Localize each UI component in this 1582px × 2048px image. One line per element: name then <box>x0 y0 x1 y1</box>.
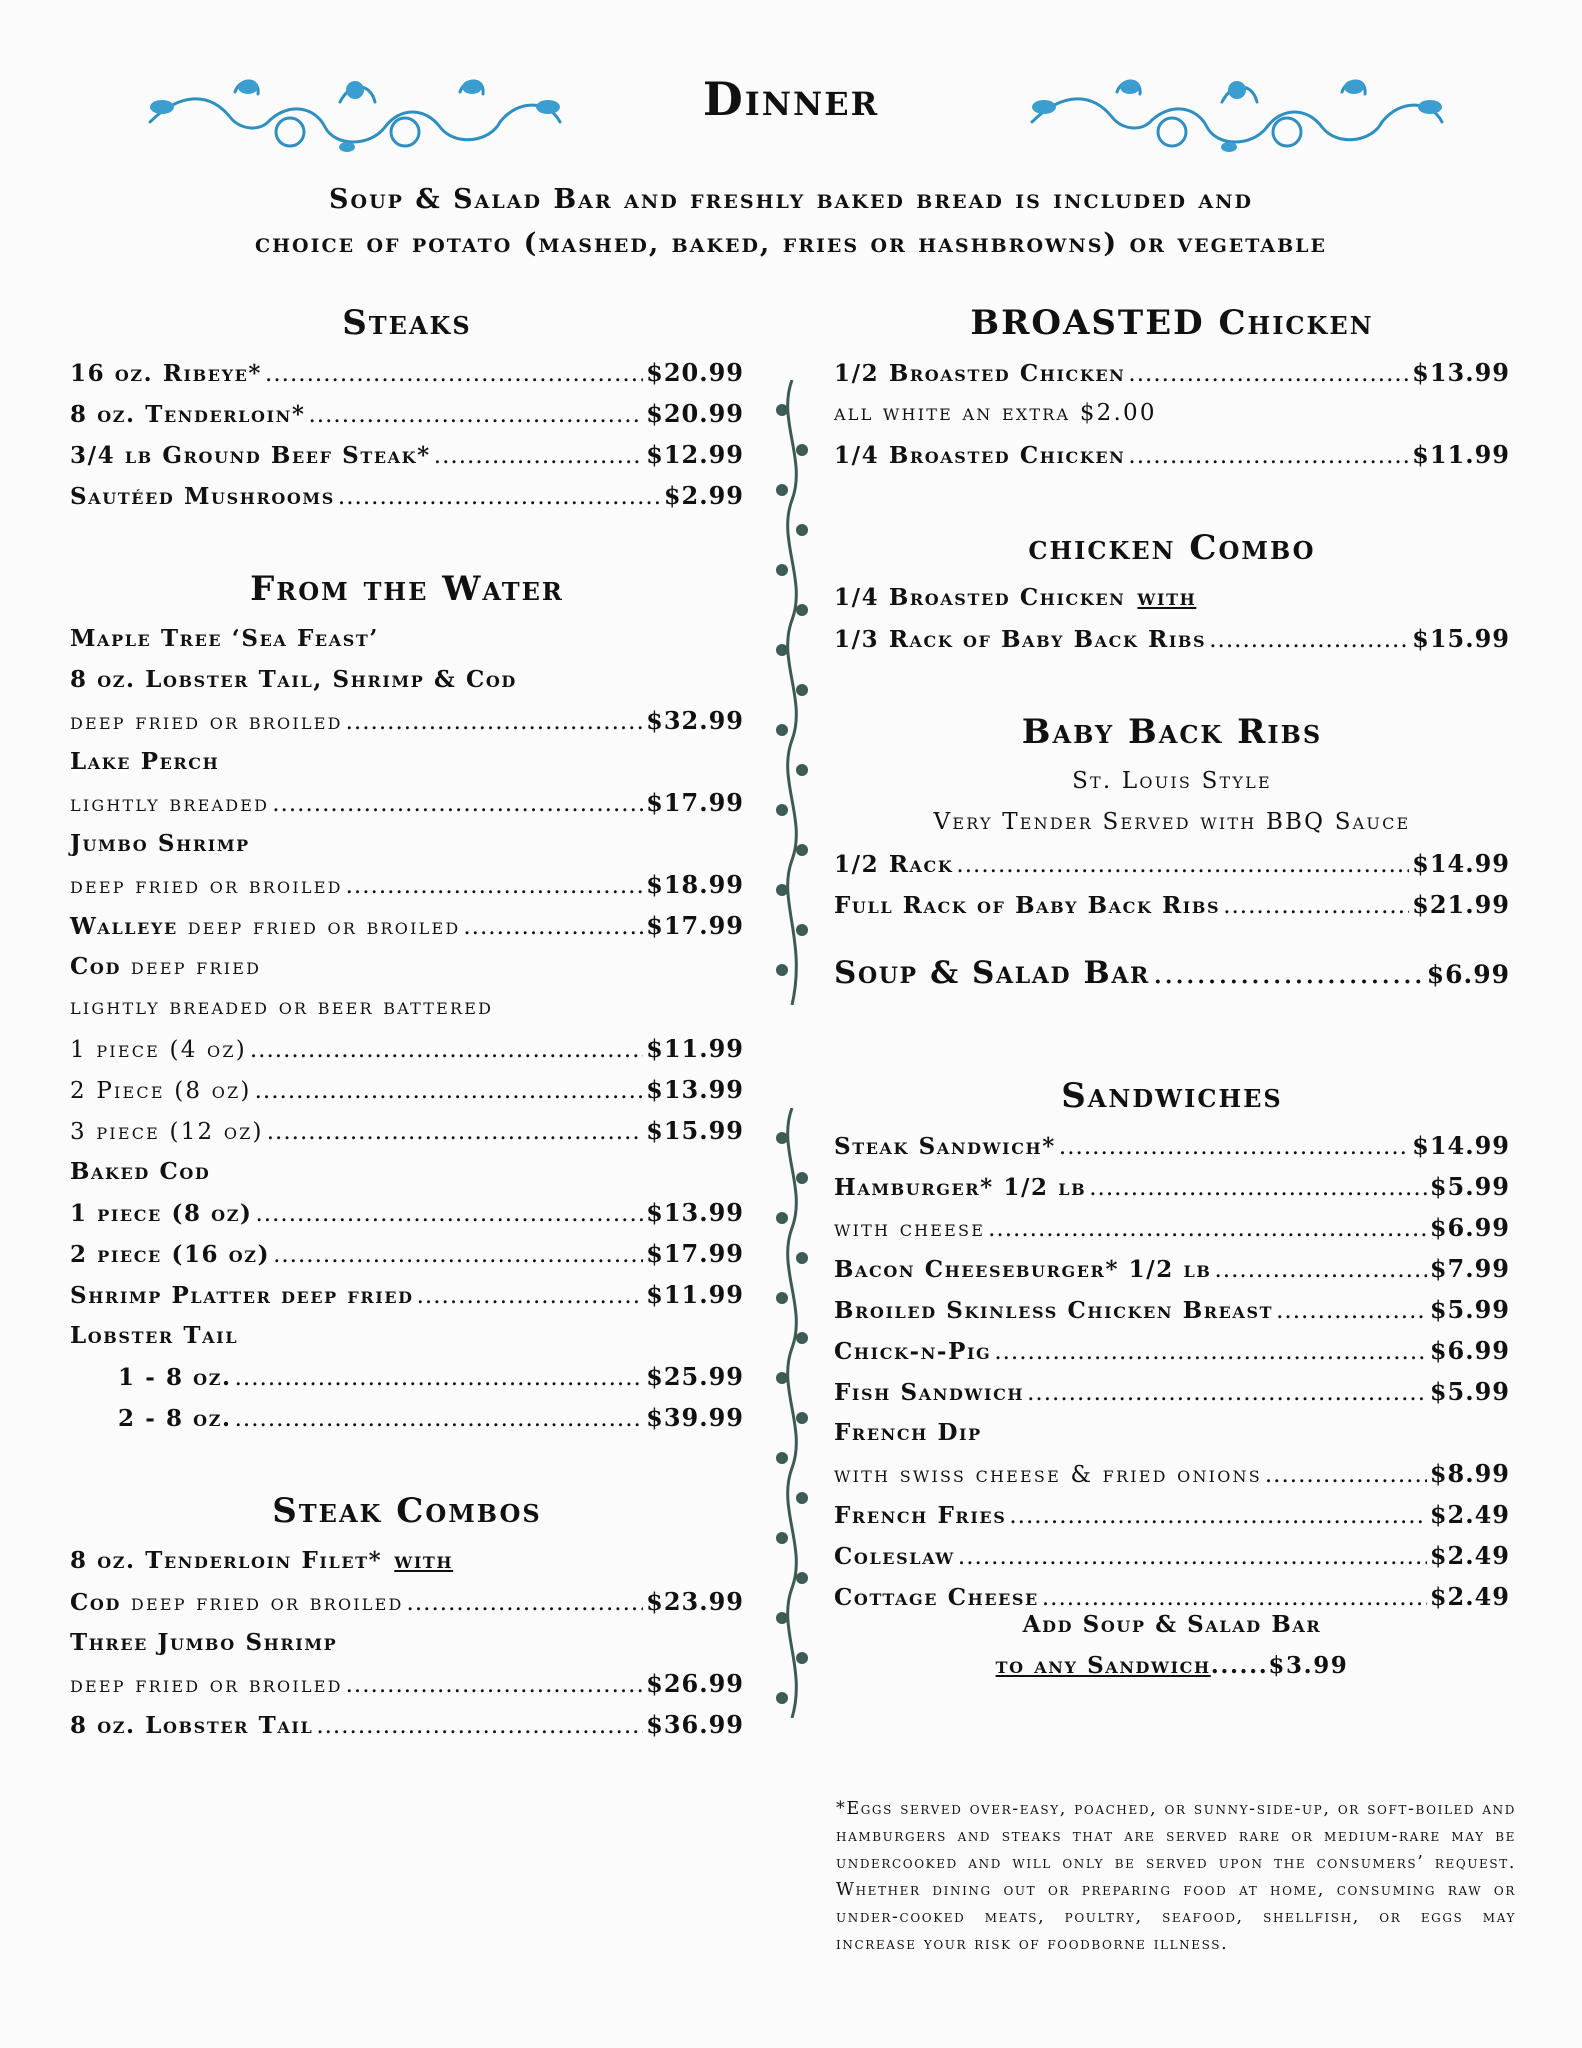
section-heading-ribs: Baby Back Ribs <box>1021 712 1323 752</box>
menu-item-name: French Fries <box>834 1502 1007 1529</box>
section-heading-water: From the Water <box>250 569 564 609</box>
left-column <box>70 292 744 1745</box>
menu-item: 1/3 Rack of Baby Back Ribs ..... $15.99 <box>834 618 1510 659</box>
menu-item-price: $5.99 <box>1429 1295 1510 1324</box>
menu-item-name: 2 - 8 oz. <box>118 1405 232 1432</box>
menu-item-name: 3/4 lb Ground Beef Steak* <box>70 442 431 469</box>
add-soup-note <box>834 1604 1510 1686</box>
menu-item-price: $20.99 <box>646 358 744 387</box>
list-item: French Dip <box>834 1419 982 1446</box>
menu-item: 1/2 Broasted Chicken ..... $13.99 <box>834 352 1510 393</box>
menu-item-name: 2 Piece (8 oz) <box>70 1078 252 1104</box>
menu-item: 1/4 Broasted Chicken ..... $11.99 <box>834 434 1510 475</box>
list-item: all white an extra $2.00 <box>834 400 1157 426</box>
menu-item-name: Cottage Cheese <box>834 1584 1039 1611</box>
menu-item: lightly breaded ..... $17.99 <box>70 782 744 823</box>
menu-item <box>834 1125 1510 1166</box>
vine-divider-top-icon <box>772 380 812 1005</box>
menu-item-price: $2.49 <box>1429 1541 1510 1570</box>
lobster-list <box>70 1356 744 1438</box>
menu-item-price: $11.99 <box>646 1034 744 1063</box>
list-item: 1/4 Broasted Chicken with <box>834 584 1197 611</box>
menu-item-price: $2.49 <box>1429 1500 1510 1529</box>
menu-item-name: 1 piece (8 oz) <box>70 1200 253 1227</box>
menu-item-price: $39.99 <box>646 1403 744 1432</box>
menu-item-name: Bacon Cheeseburger* 1/2 lb <box>834 1256 1212 1283</box>
menu-item-name: with cheese <box>834 1216 986 1242</box>
menu-item <box>834 1535 1510 1576</box>
list-item: 8 oz. Lobster Tail, Shrimp & Cod <box>70 666 517 693</box>
list-item: Baked Cod <box>70 1158 211 1185</box>
menu-item <box>70 1028 744 1069</box>
menu-item: Shrimp Platter deep fried ..... $11.99 <box>70 1274 744 1315</box>
menu-item-price: $13.99 <box>646 1075 744 1104</box>
menu-item-price: $25.99 <box>646 1362 744 1391</box>
baked-cod-list <box>70 1192 744 1274</box>
menu-item <box>834 1207 1510 1248</box>
menu-item: with swiss cheese & fried onions ..... $8.99 <box>834 1453 1510 1494</box>
menu-item: deep fried or broiled ..... $18.99 <box>70 864 744 905</box>
vine-divider-bottom-icon <box>772 1108 812 1718</box>
menu-item-price: $2.99 <box>663 481 744 510</box>
list-item: Three Jumbo Shrimp <box>70 1629 338 1656</box>
menu-item-price: $5.99 <box>1429 1172 1510 1201</box>
footnote-disclaimer: *Eggs served over-easy, poached, or sunny-side-up, or soft-boiled and hamburgers and steaks that are served rare or medium-rare may be undercooked and will only be served upon the consumers’ request. Whether dining out or preparing food at home, consuming raw or under-cooked meats, poultry, seafood, shellfish, or eggs may increase your risk of foodborne illness. <box>836 1799 1516 1954</box>
menu-item <box>70 1233 744 1274</box>
list-item: Lobster Tail <box>70 1322 239 1349</box>
menu-item: Cod deep fried or broiled ..... $23.99 <box>70 1581 744 1622</box>
menu-item: Full Rack of Baby Back Ribs ..... $21.99 <box>834 884 1510 925</box>
menu-item <box>70 393 744 434</box>
cod-list <box>70 1028 744 1151</box>
menu-item-name: 1 piece (4 oz) <box>70 1037 247 1063</box>
add-soup-line-2: to any Sandwich......$3.99 <box>995 1652 1349 1679</box>
menu-item: 8 oz. Lobster Tail ..... $36.99 <box>70 1704 744 1745</box>
menu-item-name: 1 - 8 oz. <box>118 1364 232 1391</box>
menu-item <box>70 1397 744 1438</box>
intro-line-2: choice of potato (mashed, baked, fries or hashbrowns) or vegetable <box>254 228 1328 259</box>
menu-item <box>834 1494 1510 1535</box>
menu-item-name: Steak Sandwich* <box>834 1133 1056 1160</box>
menu-item-price: $13.99 <box>646 1198 744 1227</box>
menu-item <box>70 1110 744 1151</box>
list-item: Cod deep fried <box>70 953 262 980</box>
menu-item-price: $14.99 <box>1412 1131 1510 1160</box>
menu-item: deep fried or broiled ..... $32.99 <box>70 700 744 741</box>
sandwich-list <box>834 1125 1510 1412</box>
menu-item-price: $15.99 <box>646 1116 744 1145</box>
add-soup-line-1: Add Soup & Salad Bar <box>1022 1611 1322 1638</box>
list-item: Maple Tree ‘Sea Feast’ <box>70 625 380 652</box>
list-item: lightly breaded or beer battered <box>70 994 494 1020</box>
section-heading-broasted: BROASTED Chicken <box>970 303 1374 343</box>
list-item: St. Louis Style <box>1072 768 1272 794</box>
menu-item-price: $7.99 <box>1429 1254 1510 1283</box>
menu-item-name: 3 piece (12 oz) <box>70 1119 264 1145</box>
menu-item-price: $6.99 <box>1429 1213 1510 1242</box>
menu-item-price: $17.99 <box>646 1239 744 1268</box>
steaks-list <box>70 352 744 516</box>
intro-text <box>0 178 1582 266</box>
list-item: Very Tender Served with BBQ Sauce <box>933 809 1411 835</box>
menu-item: Walleye deep fried or broiled ..... $17.99 <box>70 905 744 946</box>
menu-item-name: 2 piece (16 oz) <box>70 1241 271 1268</box>
menu-item-name: 8 oz. Tenderloin* <box>70 401 306 428</box>
menu-item-price: $20.99 <box>646 399 744 428</box>
menu-item-price: $12.99 <box>646 440 744 469</box>
list-item: Lake Perch <box>70 748 220 775</box>
sides-list <box>834 1494 1510 1617</box>
menu-item <box>70 1356 744 1397</box>
menu-item <box>834 1248 1510 1289</box>
menu-item <box>834 1330 1510 1371</box>
menu-item <box>834 1371 1510 1412</box>
menu-item-name: Fish Sandwich <box>834 1379 1025 1406</box>
menu-item-price: $5.99 <box>1429 1377 1510 1406</box>
menu-item-name: 16 oz. Ribeye* <box>70 360 263 387</box>
menu-item <box>70 475 744 516</box>
menu-item: 1/2 Rack ..... $14.99 <box>834 843 1510 884</box>
list-item: 8 oz. Tenderloin Filet* with <box>70 1547 454 1574</box>
menu-item-name: Chick-n-Pig <box>834 1338 992 1365</box>
section-heading-steaks: Steaks <box>342 303 472 343</box>
list-item: Jumbo Shrimp <box>70 830 250 857</box>
right-column <box>834 292 1510 1617</box>
menu-item <box>70 1192 744 1233</box>
section-heading-combos: Steak Combos <box>272 1491 542 1531</box>
menu-item-price: $6.99 <box>1429 1336 1510 1365</box>
menu-item <box>70 1069 744 1110</box>
menu-item-soup-salad: Soup & Salad Bar ..... $6.99 <box>834 945 1510 1001</box>
menu-item <box>834 1289 1510 1330</box>
menu-item <box>70 434 744 475</box>
menu-item-price: $2.49 <box>1429 1582 1510 1611</box>
menu-item-name: Sautéed Mushrooms <box>70 483 335 510</box>
menu-item <box>70 352 744 393</box>
menu-item-name: Hamburger* 1/2 lb <box>834 1174 1087 1201</box>
menu-item-name: Coleslaw <box>834 1543 955 1570</box>
section-heading-chicken-combo: chicken Combo <box>1028 528 1316 568</box>
page-title: Dinner <box>702 72 880 126</box>
menu-item-name: Broiled Skinless Chicken Breast <box>834 1297 1274 1324</box>
menu-item <box>834 1166 1510 1207</box>
menu-item: deep fried or broiled ..... $26.99 <box>70 1663 744 1704</box>
intro-line-1: Soup & Salad Bar and freshly baked bread is included and <box>329 184 1253 215</box>
section-heading-sandwiches: Sandwiches <box>1061 1076 1283 1116</box>
